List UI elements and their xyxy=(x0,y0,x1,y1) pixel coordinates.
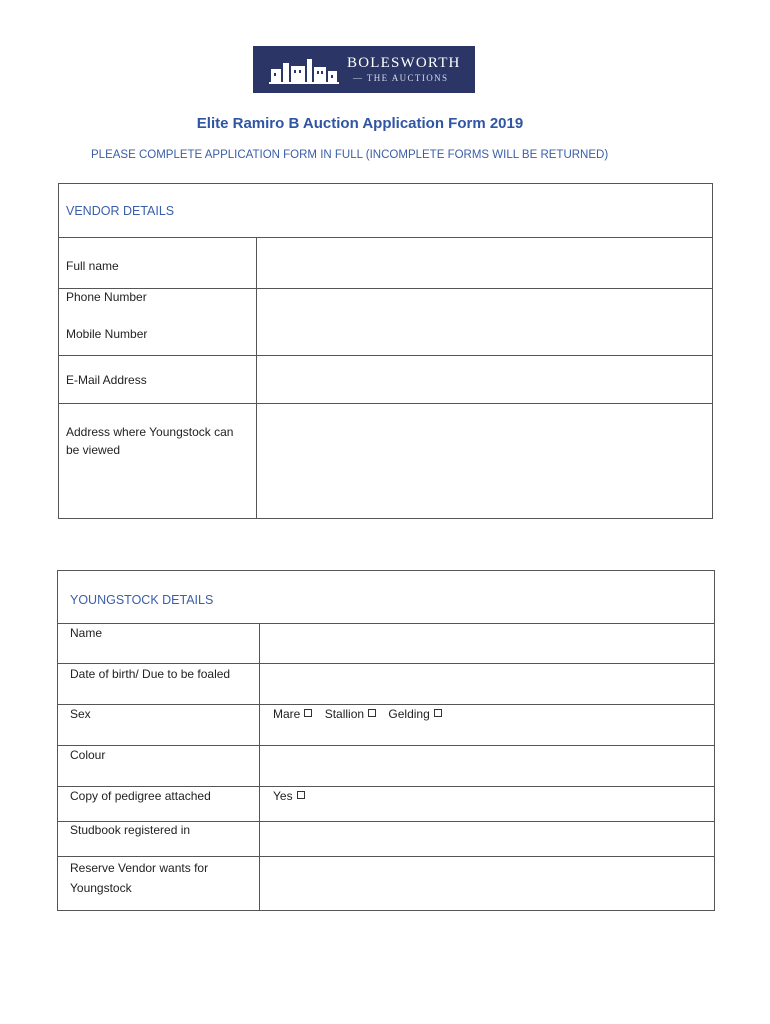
pedigree-options xyxy=(260,787,715,822)
form-title: Elite Ramiro B Auction Application Form 2019 xyxy=(196,115,524,132)
colour-field[interactable] xyxy=(260,746,715,787)
pedigree-yes-checkbox[interactable] xyxy=(297,791,305,799)
phone-labels-cell xyxy=(59,289,257,356)
mare-option[interactable]: Mare xyxy=(273,707,312,721)
vendor-section-heading: VENDOR DETAILS xyxy=(59,184,713,238)
sex-options xyxy=(260,705,715,746)
phone-label: Phone Number xyxy=(66,290,147,304)
dob-label: Date of birth/ Due to be foaled xyxy=(58,664,260,705)
vendor-details-table xyxy=(58,183,713,519)
name-label: Name xyxy=(58,624,260,664)
studbook-field[interactable] xyxy=(260,822,715,857)
address-label: Address where Youngstock can be viewed xyxy=(59,404,257,519)
gelding-option[interactable]: Gelding xyxy=(388,707,441,721)
phone-field[interactable] xyxy=(257,289,713,356)
pedigree-yes-option[interactable]: Yes xyxy=(273,789,305,803)
mobile-label: Mobile Number xyxy=(66,327,148,341)
name-field[interactable] xyxy=(260,624,715,664)
gelding-checkbox[interactable] xyxy=(434,709,442,717)
reserve-field[interactable] xyxy=(260,857,715,911)
address-field[interactable] xyxy=(257,404,713,519)
stallion-option[interactable]: Stallion xyxy=(325,707,376,721)
studbook-label: Studbook registered in xyxy=(58,822,260,857)
full-name-label: Full name xyxy=(59,238,257,289)
mare-checkbox[interactable] xyxy=(304,709,312,717)
pedigree-label: Copy of pedigree attached xyxy=(58,787,260,822)
bolesworth-logo xyxy=(253,46,475,93)
youngstock-section-heading: YOUNGSTOCK DETAILS xyxy=(58,571,715,624)
email-label: E-Mail Address xyxy=(59,356,257,404)
email-field[interactable] xyxy=(257,356,713,404)
dob-field[interactable] xyxy=(260,664,715,705)
sex-label: Sex xyxy=(58,705,260,746)
logo-subtitle: — THE AUCTIONS xyxy=(353,73,449,83)
youngstock-details-table xyxy=(57,570,715,911)
form-instructions: PLEASE COMPLETE APPLICATION FORM IN FULL (INCOMPLETE FORMS WILL BE RETURNED) xyxy=(91,149,609,161)
full-name-field[interactable] xyxy=(257,238,713,289)
reserve-label: Reserve Vendor wants for Youngstock xyxy=(58,857,260,911)
stallion-checkbox[interactable] xyxy=(368,709,376,717)
castle-icon xyxy=(265,53,345,87)
logo-name: BOLESWORTH xyxy=(347,55,461,71)
colour-label: Colour xyxy=(58,746,260,787)
